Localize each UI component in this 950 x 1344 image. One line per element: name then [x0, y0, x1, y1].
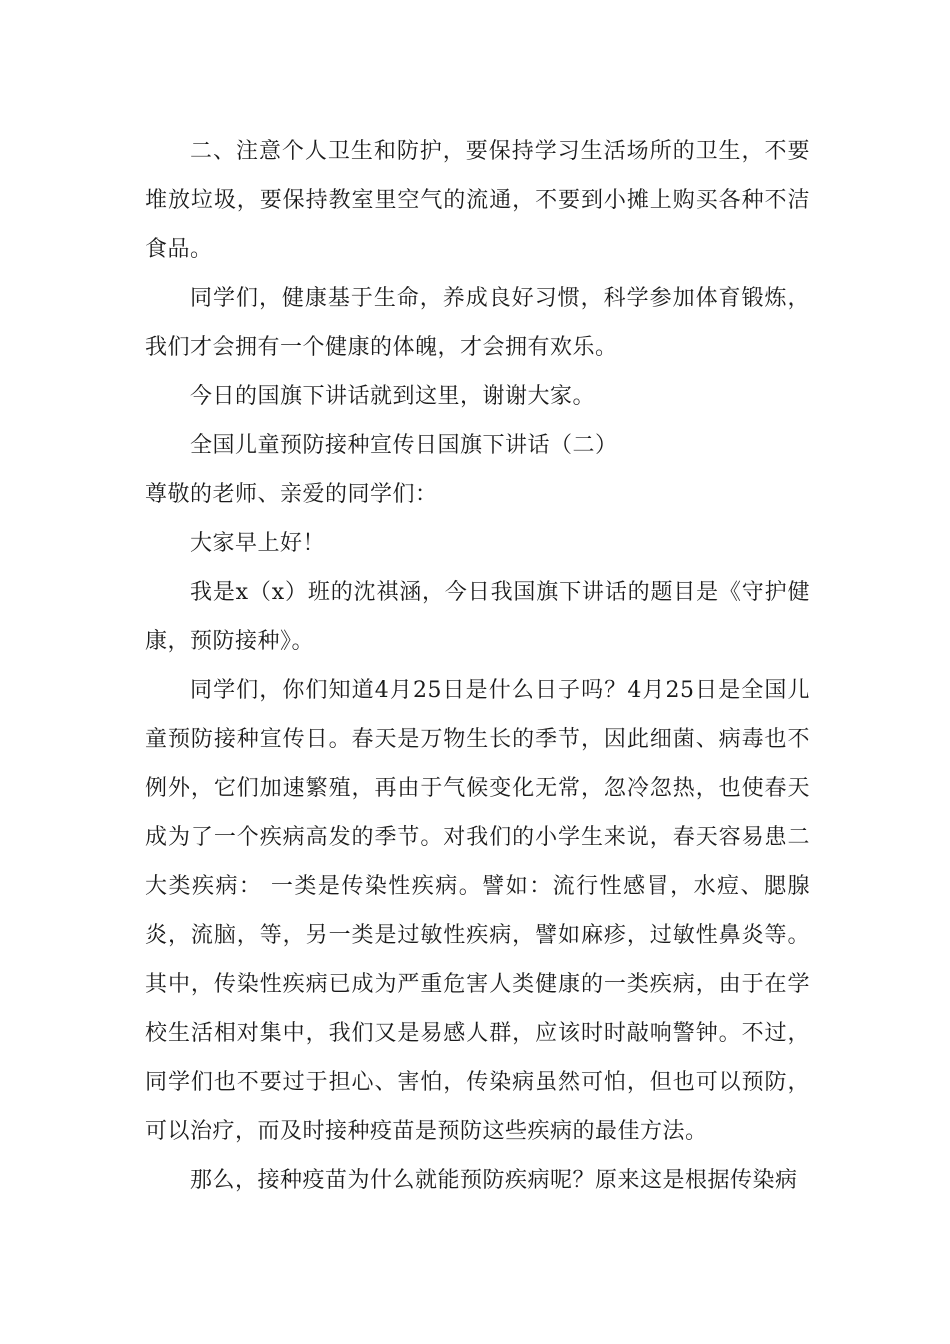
paragraph-intro: 我是x（x）班的沈祺涵，今日我国旗下讲话的题目是《守护健康，预防接种》。	[145, 580, 810, 654]
paragraph-vaccination-day: 同学们，你们知道4月25日是什么日子吗？4月25日是全国儿童预防接种宣传日。春天是万物生长的季节，因此细菌、病毒也不例外，它们加速繁殖，再由于气候变化无常，忽冷忽热，也使春天成为了一个疾病高发的季节。对我们的小学生来说，春天容易患二大类疾病： 一类是传染性疾病。譬如：流行性感冒，水痘、腮腺炎，流脑，等，另一类是过敏性疾病，譬如麻疹，过敏性鼻炎等。其中，传染性疾病已成为严重危害人类健康的一类疾病，由于在学校生活相对集中，我们又是易感人群，应该时时敲响警钟。不过，同学们也不要过于担心、害怕，传染病虽然可怕，但也可以预防，可以治疗，而及时接种疫苗是预防这些疾病的最佳方法。	[145, 678, 810, 1144]
salutation: 尊敬的老师、亲爱的同学们：	[145, 482, 438, 507]
paragraph-health: 同学们，健康基于生命，养成良好习惯，科学参加体育锻炼，我们才会拥有一个健康的体魄，才会拥有欢乐。	[145, 286, 810, 360]
paragraph-hygiene: 二、注意个人卫生和防护，要保持学习生活场所的卫生，不要堆放垃圾，要保持教室里空气的流通，不要到小摊上购买各种不洁食品。	[145, 139, 810, 262]
greeting: 大家早上好！	[190, 531, 326, 556]
paragraph-why-vaccine: 那么，接种疫苗为什么就能预防疾病呢？原来这是根据传染病	[190, 1168, 798, 1193]
section-title: 全国儿童预防接种宣传日国旗下讲话（二）	[190, 433, 618, 458]
document-body	[145, 127, 810, 1205]
paragraph-closing: 今日的国旗下讲话就到这里，谢谢大家。	[190, 384, 596, 409]
